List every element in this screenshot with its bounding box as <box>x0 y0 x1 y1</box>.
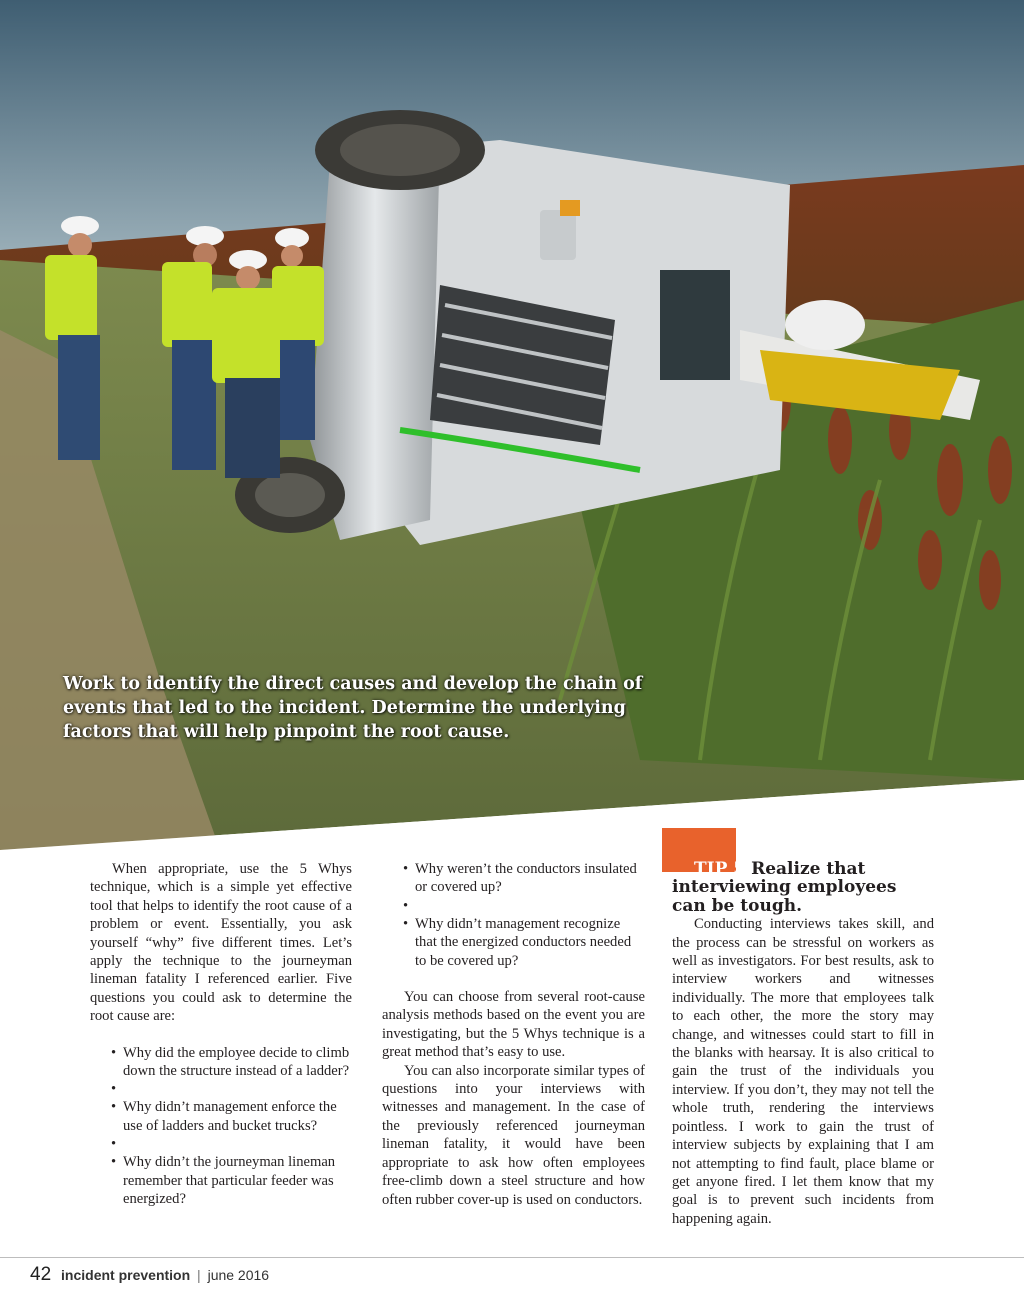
why-questions-list-1 <box>90 1044 352 1209</box>
footer-divider <box>0 1257 1024 1258</box>
tip-title: Realize that interviewing employees can be tough. <box>672 859 897 916</box>
list-item: • Why did the employee decide to climb down the structure instead of a ladder? <box>90 1044 352 1081</box>
page-footer <box>30 1264 269 1286</box>
list-item: • Why didn’t management enforce the use of ladders and bucket trucks? <box>90 1098 352 1135</box>
why-questions-list-2 <box>382 860 645 970</box>
tip-block <box>672 860 934 915</box>
column-2 <box>382 860 645 1209</box>
list-item: • Why didn’t the journeyman lineman remember that particular feeder was energized? <box>90 1153 352 1208</box>
tip-label: TIP 5 <box>694 859 746 879</box>
tip-body: Conducting interviews takes skill, and the process can be stressful on workers as well as investigators. For best results, ask to interview workers and witnesses individually. The more that employees talk to each other, the more the story may change, and witnesses could start to fill in the blanks with hearsay. It is also critical to gain the trust of the individuals you interview. If you don’t, they may not tell the whole truth, rendering the interviews pointless. I work to gain the trust of interview subjects by explaining that I am not attempting to find fault, place blame or get anyone fired. I let them know that my goal is to prevent such incidents from happening again. <box>672 916 934 1227</box>
tip-heading <box>672 860 934 915</box>
list-spacer <box>382 897 645 915</box>
magazine-name: incident prevention <box>61 1267 191 1283</box>
column-1 <box>90 860 352 1209</box>
list-item: • Why weren’t the conductors insulated or covered up? <box>382 860 645 897</box>
list-item: • Why didn’t management recognize that the energized conductors needed to be covered up? <box>382 915 645 970</box>
column-3 <box>672 860 934 1228</box>
paragraph: You can also incorporate similar types of questions into your interviews with witnesses and management. In the case of the previously referenced journeyman lineman fatality, it would have been appropriate to ask how often employees free-climb down a steel structure and how often rubber cover-up is used on conductors. <box>382 1062 645 1208</box>
intro-paragraph: When appropriate, use the 5 Whys technique, which is a simple yet effective tool that helps to identify the root cause of a problem or event. Essentially, you ask yourself “why” five different times. Let’s apply the technique to the journeyman lineman fatality I referenced earlier. Five questions you could ask to determine the root cause are: <box>90 861 352 1025</box>
list-spacer <box>90 1080 352 1098</box>
footer-separator: | <box>197 1267 201 1283</box>
issue-date: june 2016 <box>207 1267 270 1283</box>
photo-caption: Work to identify the direct causes and develop the chain of events that led to the incident. Determine the underlying factors that will help pinpoint the root cause. <box>63 674 643 742</box>
list-spacer <box>90 1135 352 1153</box>
paragraph: You can choose from several root-cause analysis methods based on the event you are investigating, but the 5 Whys technique is a great method that’s easy to use. <box>382 989 645 1061</box>
page-number: 42 <box>30 1264 52 1285</box>
